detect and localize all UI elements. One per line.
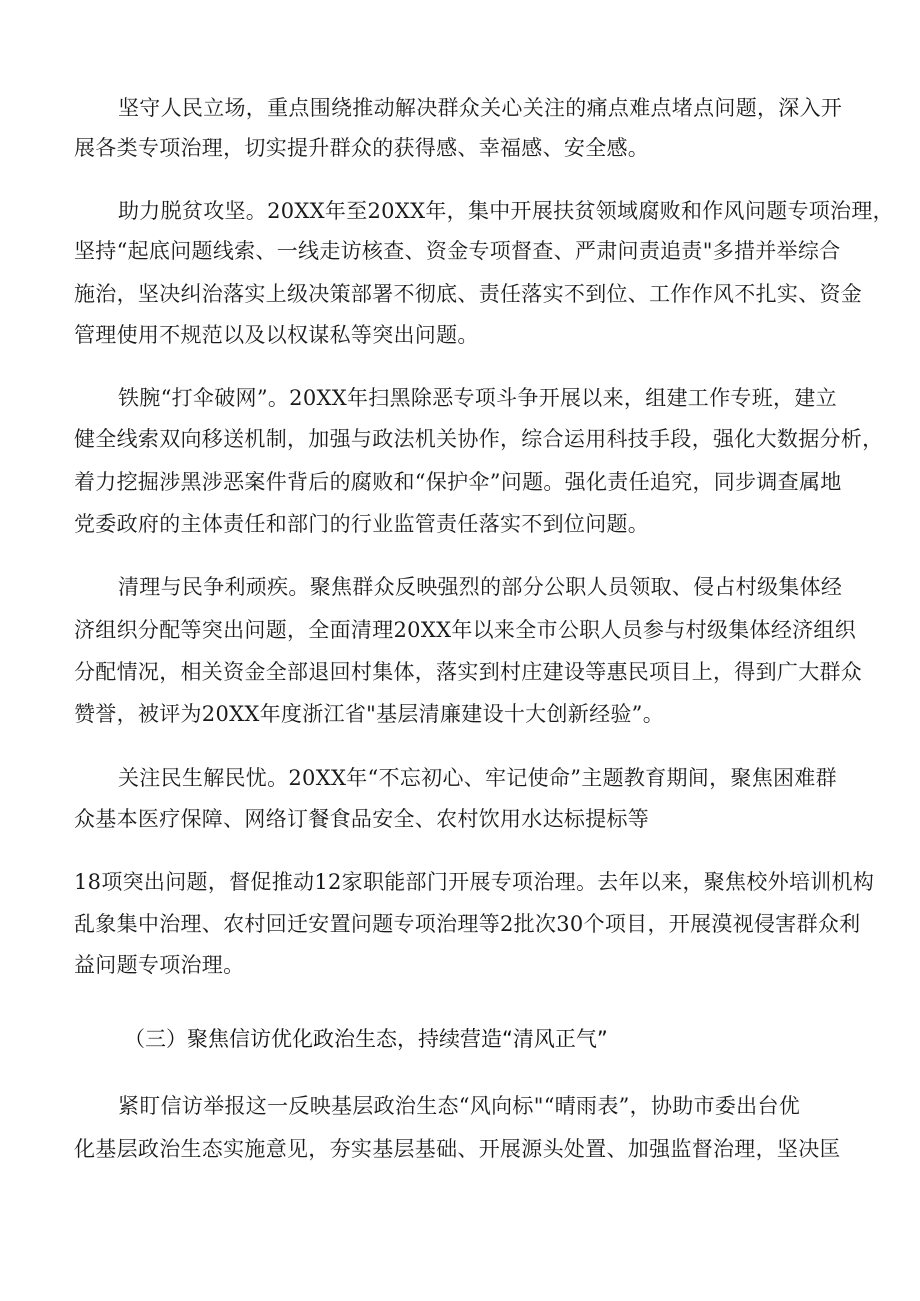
text-line: 分配情况，相关资金全部退回村集体，落实到村庄建设等惠民项目上，得到广大群众 <box>74 660 863 684</box>
text-line: 党委政府的主体责任和部门的行业监管责任落实不到位问题。 <box>74 512 650 536</box>
section-heading: （三）聚焦信访优化政治生态，持续营造“清风正气” <box>124 1027 608 1051</box>
text-line: 坚守人民立场，重点围绕推动解决群众关心关注的痛点难点堵点问题，深入开 <box>118 96 843 120</box>
text-line: 济组织分配等突出问题，全面清理20XX年以来全市公职人员参与村级集体经济组织 <box>74 618 857 642</box>
text-line: 展各类专项治理，切实提升群众的获得感、幸福感、安全感。 <box>74 136 650 160</box>
text-line: 铁腕“打伞破网”。20XX年扫黑除恶专项斗争开展以来，组建工作专班，建立 <box>118 386 837 410</box>
text-line: 坚持“起底问题线索、一线走访核查、资金专项督查、严肃问责追责"多措并举综合 <box>74 239 841 263</box>
text-line: 助力脱贫攻坚。20XX年至20XX年，集中开展扶贫领域腐败和作风问题专项治理， <box>118 199 894 223</box>
text-line: 着力挖掘涉黑涉恶案件背后的腐败和“保护伞”问题。强化责任追究，同步调查属地 <box>74 470 842 494</box>
text-line: 健全线索双向移送机制，加强与政法机关协作，综合运用科技手段，强化大数据分析， <box>74 427 884 451</box>
text-line: 乱象集中治理、农村回迁安置问题专项治理等2批次30个项目，开展漠视侵害群众利 <box>74 912 861 936</box>
text-line: 清理与民争利顽疾。聚焦群众反映强烈的部分公职人员领取、侵占村级集体经 <box>118 575 843 599</box>
text-line: 施治，坚决纠治落实上级决策部署不彻底、责任落实不到位、工作作风不扎实、资金 <box>74 282 863 306</box>
text-line: 化基层政治生态实施意见，夯实基层基础、开展源头处置、加强监督治理，坚决匡 <box>74 1137 841 1161</box>
text-line: 管理使用不规范以及以权谋私等突出问题。 <box>74 323 479 347</box>
text-line: 益问题专项治理。 <box>74 953 245 977</box>
text-line: 众基本医疗保障、网络订餐食品安全、农村饮用水达标提标等 <box>74 807 650 831</box>
text-line: 赞誉，被评为20XX年度浙江省"基层清廉建设十大创新经验”。 <box>74 702 665 726</box>
text-line: 关注民生解民忧。20XX年“不忘初心、牢记使命”主题教育期间，聚焦困难群 <box>118 766 837 790</box>
text-line: 18项突出问题，督促推动12家职能部门开展专项治理。去年以来，聚焦校外培训机构 <box>74 870 875 894</box>
text-line: 紧盯信访举报这一反映基层政治生态“风向标"“晴雨表”，协助市委出台优 <box>118 1094 801 1118</box>
